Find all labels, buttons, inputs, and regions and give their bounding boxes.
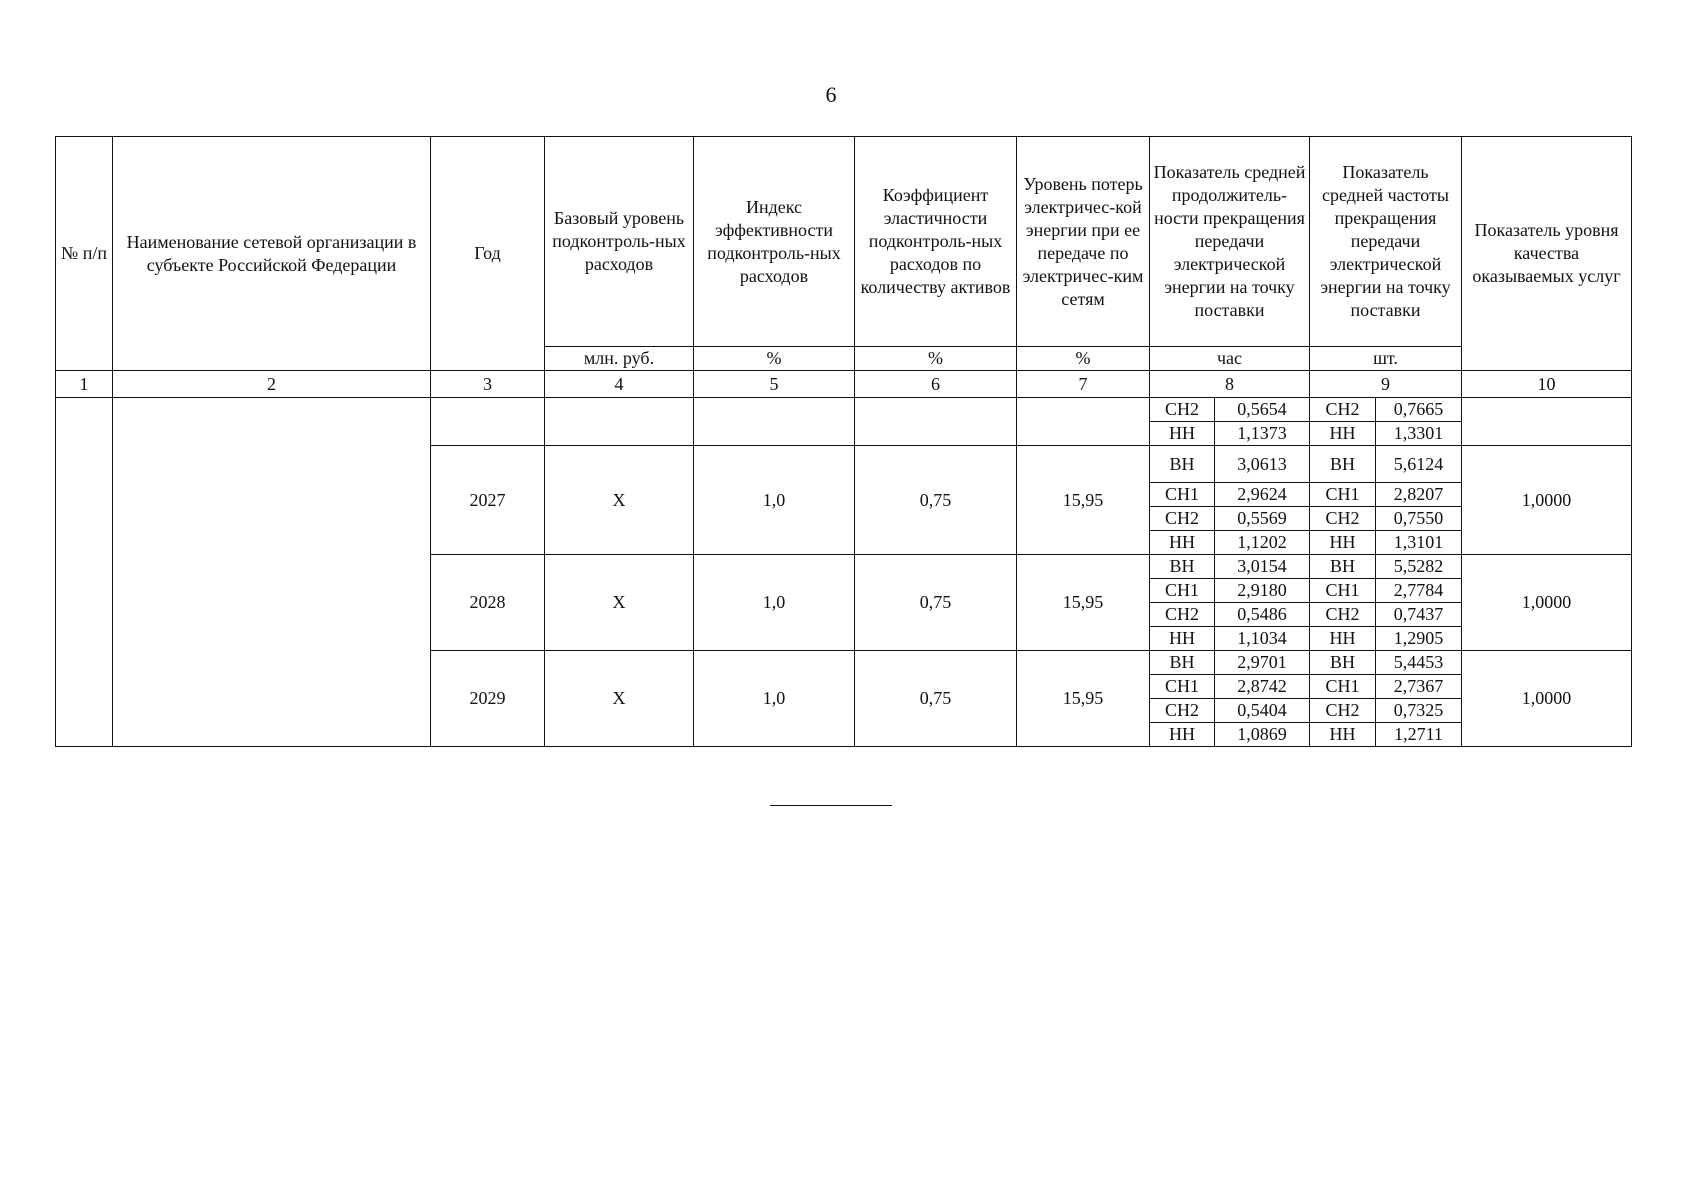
duration-level: СН2: [1150, 699, 1215, 723]
unit-duration: час: [1150, 347, 1310, 371]
frequency-value: 5,5282: [1376, 555, 1462, 579]
duration-level: НН: [1150, 627, 1215, 651]
frequency-level: СН2: [1310, 507, 1376, 531]
coef-cell: 0,75: [855, 555, 1017, 651]
duration-level: ВН: [1150, 555, 1215, 579]
quality-cell: 1,0000: [1462, 555, 1632, 651]
col-number: 4: [545, 371, 694, 398]
frequency-value: 5,6124: [1376, 446, 1462, 483]
duration-level: СН1: [1150, 675, 1215, 699]
base-cell: Х: [545, 651, 694, 747]
frequency-value: 2,7784: [1376, 579, 1462, 603]
duration-level: СН2: [1150, 603, 1215, 627]
duration-level: СН2: [1150, 398, 1215, 422]
frequency-value: 1,2711: [1376, 723, 1462, 747]
frequency-level: СН2: [1310, 603, 1376, 627]
org-cell: [113, 398, 431, 747]
index-cell: 1,0: [694, 555, 855, 651]
header-index: Индекс эффективности подконтроль-ных расходов: [694, 137, 855, 347]
duration-value: 2,9624: [1215, 483, 1310, 507]
frequency-value: 0,7550: [1376, 507, 1462, 531]
frequency-value: 5,4453: [1376, 651, 1462, 675]
frequency-level: НН: [1310, 723, 1376, 747]
duration-value: 1,1202: [1215, 531, 1310, 555]
index-cell: [694, 398, 855, 446]
coef-cell: [855, 398, 1017, 446]
duration-level: ВН: [1150, 651, 1215, 675]
col-number: 5: [694, 371, 855, 398]
col-number: 8: [1150, 371, 1310, 398]
quality-cell: 1,0000: [1462, 446, 1632, 555]
loss-cell: [1017, 398, 1150, 446]
col-number: 9: [1310, 371, 1462, 398]
duration-value: 3,0154: [1215, 555, 1310, 579]
duration-level: СН1: [1150, 579, 1215, 603]
quality-cell: 1,0000: [1462, 651, 1632, 747]
duration-value: 1,0869: [1215, 723, 1310, 747]
frequency-level: ВН: [1310, 446, 1376, 483]
header-org: Наименование сетевой организации в субъекте Российской Федерации: [113, 137, 431, 371]
base-cell: Х: [545, 555, 694, 651]
loss-cell: 15,95: [1017, 446, 1150, 555]
index-cell: 1,0: [694, 651, 855, 747]
duration-level: ВН: [1150, 446, 1215, 483]
duration-value: 0,5569: [1215, 507, 1310, 531]
frequency-value: 2,8207: [1376, 483, 1462, 507]
year-cell: 2029: [431, 651, 545, 747]
duration-value: 1,1034: [1215, 627, 1310, 651]
unit-loss: %: [1017, 347, 1150, 371]
header-coef: Коэффициент эластичности подконтроль-ных расходов по количеству активов: [855, 137, 1017, 347]
frequency-value: 0,7665: [1376, 398, 1462, 422]
duration-value: 2,9701: [1215, 651, 1310, 675]
coef-cell: 0,75: [855, 446, 1017, 555]
duration-value: 2,9180: [1215, 579, 1310, 603]
col-number: 7: [1017, 371, 1150, 398]
base-cell: [545, 398, 694, 446]
index-cell: 1,0: [694, 446, 855, 555]
frequency-value: 1,3301: [1376, 422, 1462, 446]
duration-value: 1,1373: [1215, 422, 1310, 446]
tariff-table: [55, 136, 1632, 747]
header-quality: Показатель уровня качества оказываемых услуг: [1462, 137, 1632, 371]
frequency-level: НН: [1310, 627, 1376, 651]
table-row: [56, 398, 1632, 422]
header-num: № п/п: [56, 137, 113, 371]
unit-base: млн. руб.: [545, 347, 694, 371]
header-year: Год: [431, 137, 545, 371]
header-loss: Уровень потерь электричес-кой энергии при ее передаче по электричес-ким сетям: [1017, 137, 1150, 347]
frequency-value: 0,7325: [1376, 699, 1462, 723]
col-number: 10: [1462, 371, 1632, 398]
duration-value: 0,5404: [1215, 699, 1310, 723]
loss-cell: 15,95: [1017, 555, 1150, 651]
duration-level: НН: [1150, 531, 1215, 555]
year-cell: 2027: [431, 446, 545, 555]
duration-level: СН2: [1150, 507, 1215, 531]
header-frequency: Показатель средней частоты прекращения передачи электрической энергии на точку поставки: [1310, 137, 1462, 347]
unit-frequency: шт.: [1310, 347, 1462, 371]
frequency-level: СН2: [1310, 398, 1376, 422]
header-base: Базовый уровень подконтроль-ных расходов: [545, 137, 694, 347]
col-number: 2: [113, 371, 431, 398]
header-duration: Показатель средней продолжитель-ности прекращения передачи электрической энергии на точку поставки: [1150, 137, 1310, 347]
coef-cell: 0,75: [855, 651, 1017, 747]
header-row: [56, 137, 1632, 347]
col-number: 6: [855, 371, 1017, 398]
duration-value: 0,5654: [1215, 398, 1310, 422]
duration-value: 0,5486: [1215, 603, 1310, 627]
page-number: 6: [825, 82, 837, 107]
unit-coef: %: [855, 347, 1017, 371]
frequency-level: СН1: [1310, 675, 1376, 699]
frequency-value: 2,7367: [1376, 675, 1462, 699]
quality-cell: [1462, 398, 1632, 446]
unit-index: %: [694, 347, 855, 371]
frequency-level: СН2: [1310, 699, 1376, 723]
column-numbers-row: [56, 371, 1632, 398]
base-cell: Х: [545, 446, 694, 555]
duration-level: СН1: [1150, 483, 1215, 507]
duration-value: 2,8742: [1215, 675, 1310, 699]
frequency-level: ВН: [1310, 555, 1376, 579]
frequency-value: 1,2905: [1376, 627, 1462, 651]
col-number: 3: [431, 371, 545, 398]
end-divider: [770, 805, 892, 806]
year-cell: [431, 398, 545, 446]
frequency-value: 0,7437: [1376, 603, 1462, 627]
col-number: 1: [56, 371, 113, 398]
duration-value: 3,0613: [1215, 446, 1310, 483]
duration-level: НН: [1150, 422, 1215, 446]
frequency-level: СН1: [1310, 579, 1376, 603]
frequency-level: НН: [1310, 422, 1376, 446]
loss-cell: 15,95: [1017, 651, 1150, 747]
year-cell: 2028: [431, 555, 545, 651]
frequency-value: 1,3101: [1376, 531, 1462, 555]
frequency-level: СН1: [1310, 483, 1376, 507]
num-cell: [56, 398, 113, 747]
duration-level: НН: [1150, 723, 1215, 747]
frequency-level: ВН: [1310, 651, 1376, 675]
frequency-level: НН: [1310, 531, 1376, 555]
